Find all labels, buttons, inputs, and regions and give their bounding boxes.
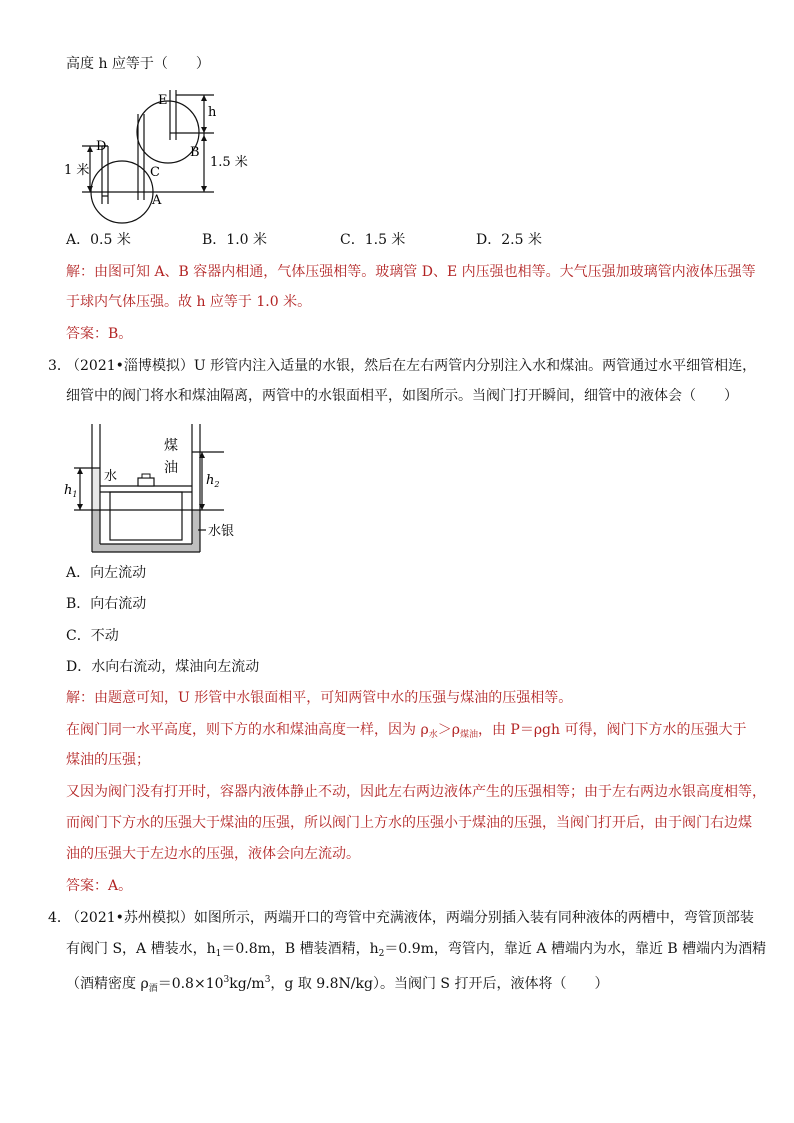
q2-stem-tail: 高度 h 应等于（ ）	[66, 56, 210, 72]
q3-solution-line-1: 解：由题意可知，U 形管中水银面相平，可知两管中水的压强与煤油的压强相等。	[66, 690, 573, 706]
q3-solution-line-4: 又因为阀门没有打开时，容器内液体静止不动，因此左右两边液体产生的压强相等；由于左右两边水银高度相等，	[66, 784, 766, 800]
label-h: h	[208, 105, 217, 120]
q2-solution-line-1: 解：由图可知 A、B 容器内相通，气体压强相等。玻璃管 D、E 内压强也相等。大气压强加玻璃管内液体压强等	[66, 264, 756, 280]
label-h2: $h_2$	[206, 473, 220, 489]
q4-number: 4．	[48, 910, 71, 926]
q2-option-b[interactable]: B．1.0 米	[202, 232, 268, 248]
q3-solution-line-5: 而阀门下方水的压强大于煤油的压强，所以阀门上方水的压强小于煤油的压强，当阀门打开后，由于阀门右边煤	[66, 815, 752, 831]
label-kerosene-2: 油	[164, 460, 178, 476]
q3-option-a[interactable]: A．向左流动	[66, 565, 147, 581]
q3-option-d[interactable]: D．水向右流动，煤油向左流动	[66, 659, 260, 675]
q3-stem-line-1: （2021•淄博模拟）U 形管内注入适量的水银，然后在左右两管内分别注入水和煤油。两管通过水平细管相连，	[66, 358, 757, 374]
q3-number: 3．	[48, 358, 71, 374]
q2-option-a[interactable]: A．0.5 米	[66, 232, 131, 248]
label-a: A	[152, 193, 162, 208]
q2-answer: 答案：B。	[66, 326, 133, 342]
label-1m: 1 米	[64, 163, 90, 178]
q2-solution-line-2: 于球内气体压强。故 h 应等于 1.0 米。	[66, 294, 312, 310]
q2-option-c[interactable]: C．1.5 米	[340, 232, 406, 248]
q2-option-d[interactable]: D．2.5 米	[476, 232, 542, 248]
label-h1: $h_1$	[64, 483, 78, 499]
q4-stem-line-2: 有阀门 S，A 槽装水，$h_1=0.8m$，B 槽装酒精，$h_2=0.9m$，弯管内，靠近 A 槽端内为水，靠近 B 槽端内为酒精	[66, 941, 767, 959]
label-water: 水	[104, 469, 118, 484]
label-c: C	[150, 165, 160, 180]
q2-figure	[62, 84, 262, 232]
label-e: E	[158, 93, 168, 108]
q3-solution-line-3: 煤油的压强；	[66, 752, 150, 768]
label-d: D	[96, 139, 107, 154]
q3-figure	[64, 420, 244, 554]
valve	[138, 478, 154, 486]
q3-solution-line-2: 在阀门同一水平高度，则下方的水和煤油高度一样，因为 $\rho_水>\rho_{煤油}$，由 P＝ρgh 可得，阀门下方水的压强大于	[66, 722, 747, 740]
label-mercury: 水银	[208, 524, 235, 539]
q3-solution-line-6: 油的压强大于左边水的压强，液体会向左流动。	[66, 846, 360, 862]
label-b: B	[190, 145, 200, 160]
q3-answer: 答案：A。	[66, 878, 133, 894]
q3-stem-line-2: 细管中的阀门将水和煤油隔离，两管中的水银面相平，如图所示。当阀门打开瞬间，细管中的液体会（ ）	[66, 388, 738, 404]
q4-stem-line-1: （2021•苏州模拟）如图所示，两端开口的弯管中充满液体，两端分别插入装有同种液体的两槽中，弯管顶部装	[66, 910, 754, 926]
q4-stem-line-3: （酒精密度 $\rho_酒=0.8\times 10^3kg/m^3$，g 取 9.8N/kg）。当阀门 S 打开后，液体将（ ）	[66, 975, 609, 994]
q3-option-c[interactable]: C．不动	[66, 628, 119, 644]
label-kerosene-1: 煤	[164, 438, 178, 454]
label-1-5m: 1.5 米	[210, 155, 248, 170]
q3-option-b[interactable]: B．向右流动	[66, 596, 147, 612]
